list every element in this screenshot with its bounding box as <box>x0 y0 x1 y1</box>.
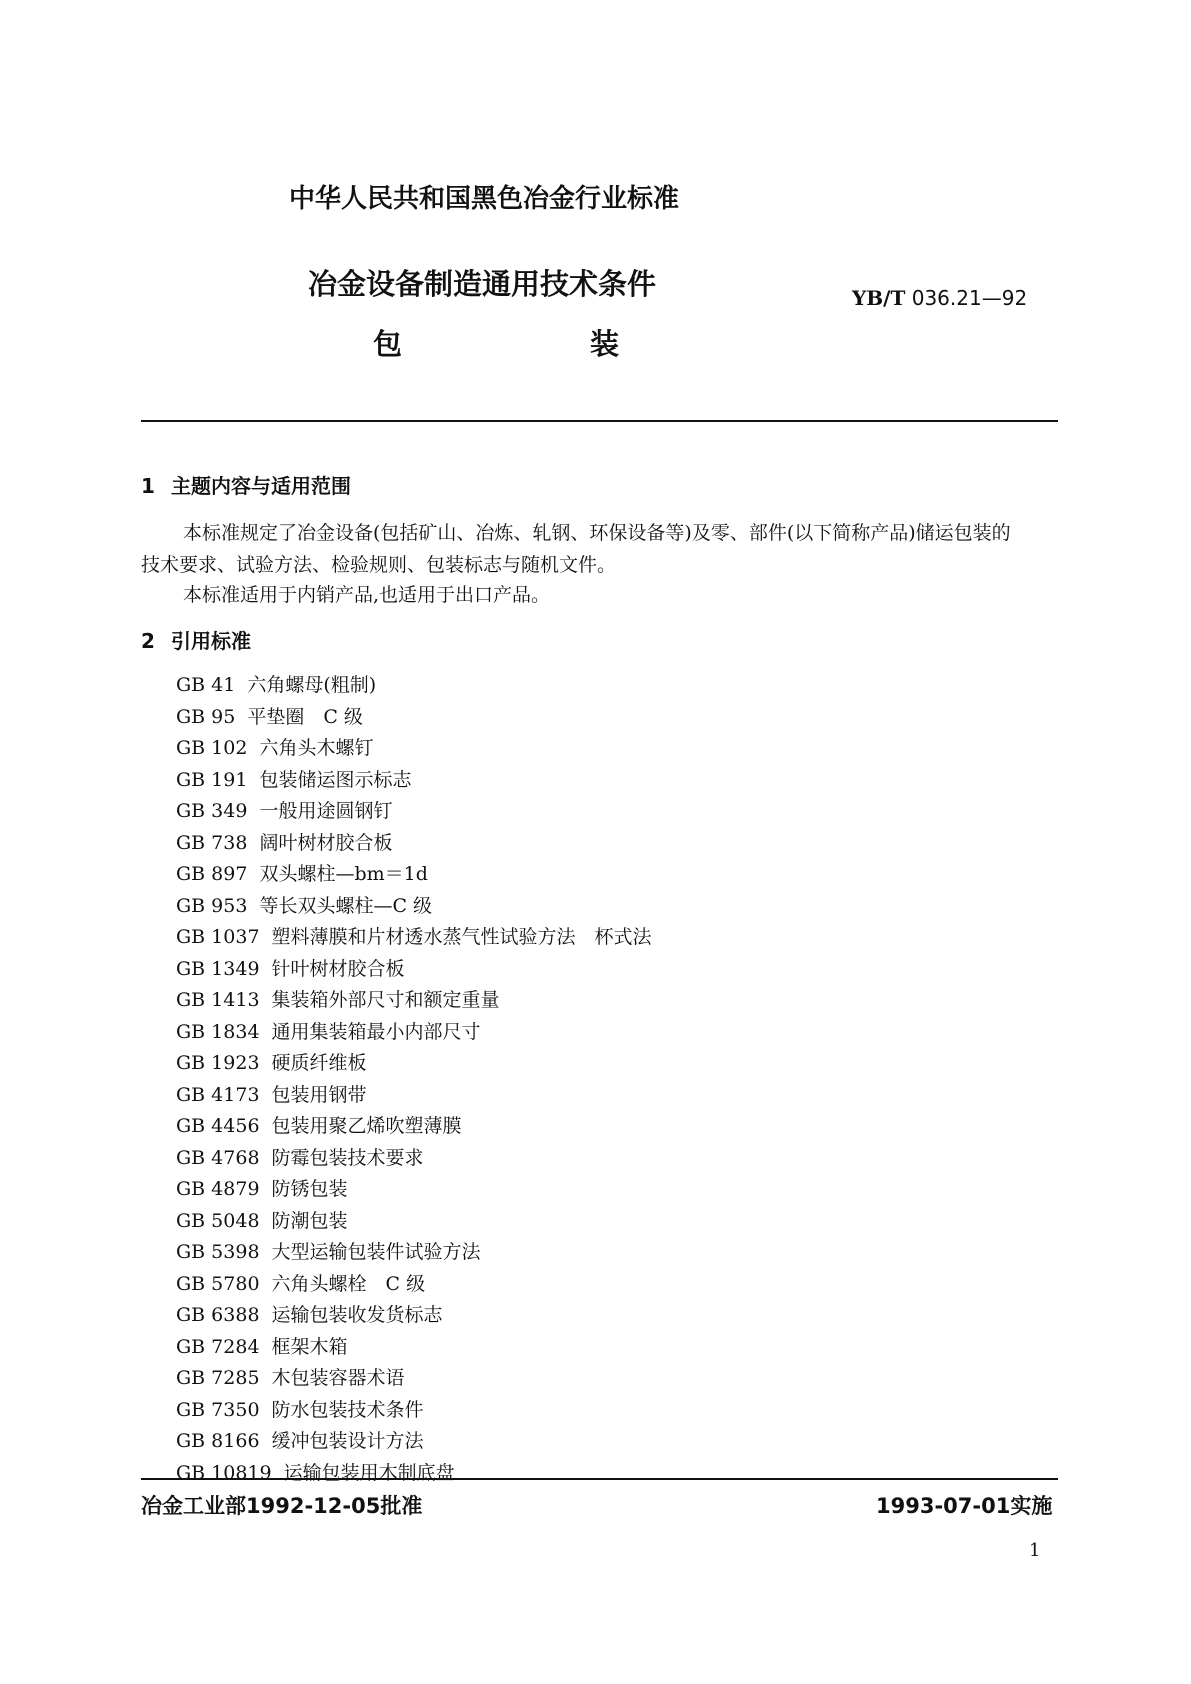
reference-item <box>176 1426 652 1458</box>
reference-title: 木包装容器术语 <box>271 1367 405 1389</box>
reference-item <box>176 1017 652 1049</box>
reference-title: 等长双头螺柱—C 级 <box>259 894 433 917</box>
reference-item <box>176 985 652 1017</box>
reference-item <box>176 1048 652 1080</box>
reference-title: 包装储运图示标志 <box>259 768 412 791</box>
reference-title: 平垫圈 C 级 <box>247 705 363 728</box>
reference-item <box>176 1143 652 1175</box>
reference-code: GB 897 <box>176 863 248 885</box>
reference-code: GB 4768 <box>176 1146 260 1169</box>
reference-item <box>176 1332 652 1364</box>
reference-item <box>176 796 652 828</box>
reference-code: GB 5048 <box>176 1209 260 1232</box>
reference-code: GB 1037 <box>176 926 260 948</box>
reference-item <box>176 1174 652 1206</box>
reference-item <box>176 1363 652 1395</box>
reference-code: GB 349 <box>176 800 248 822</box>
reference-code: GB 191 <box>176 768 248 791</box>
org-title: 中华人民共和国黑色冶金行业标准 <box>289 184 680 214</box>
section-1-paragraph-1-line-1: 本标准规定了冶金设备(包括矿山、冶炼、轧钢、环保设备等)及零、部件(以下简称产品)储运包装的 <box>183 522 1011 544</box>
reference-title: 大型运输包装件试验方法 <box>271 1241 481 1263</box>
reference-title: 一般用途圆钢钉 <box>259 800 393 822</box>
doc-subtitle-right: 装 <box>590 327 620 361</box>
reference-title: 六角头木螺钉 <box>259 737 374 759</box>
reference-list <box>176 670 652 1489</box>
reference-item <box>176 1269 652 1301</box>
standard-code-number: 036.21—92 <box>911 286 1028 310</box>
reference-item <box>176 828 652 860</box>
reference-title: 防潮包装 <box>271 1209 348 1232</box>
reference-title: 防水包装技术条件 <box>271 1398 424 1421</box>
reference-title: 包装用钢带 <box>271 1083 367 1106</box>
reference-code: GB 1834 <box>176 1020 260 1043</box>
reference-title: 防霉包装技术要求 <box>271 1146 424 1169</box>
reference-code: GB 7285 <box>176 1367 260 1389</box>
reference-item <box>176 1395 652 1427</box>
reference-title: 硬质纤维板 <box>271 1052 367 1074</box>
reference-code: GB 1413 <box>176 989 260 1011</box>
reference-item <box>176 954 652 986</box>
reference-code: GB 41 <box>176 674 236 696</box>
reference-title: 双头螺柱—bm＝1d <box>259 863 428 885</box>
reference-title: 运输包装收发货标志 <box>271 1304 443 1326</box>
section-1-number: 1 <box>141 474 155 498</box>
reference-item <box>176 891 652 923</box>
reference-title: 防锈包装 <box>271 1178 348 1200</box>
reference-code: GB 5398 <box>176 1241 260 1263</box>
section-2-title: 引用标准 <box>171 629 251 653</box>
reference-code: GB 7350 <box>176 1398 260 1421</box>
reference-item <box>176 1458 652 1490</box>
reference-title: 六角螺母(粗制) <box>247 674 377 696</box>
reference-item <box>176 1080 652 1112</box>
standard-code-prefix: YB/T <box>852 286 906 310</box>
approval-date: 冶金工业部1992-12-05批准 <box>141 1494 423 1518</box>
reference-code: GB 4456 <box>176 1115 260 1137</box>
reference-item <box>176 733 652 765</box>
section-2-heading <box>141 625 251 654</box>
reference-code: GB 6388 <box>176 1304 260 1326</box>
section-1-heading <box>141 470 351 499</box>
reference-code: GB 8166 <box>176 1430 260 1452</box>
doc-subtitle-left: 包 <box>373 327 403 361</box>
reference-title: 通用集装箱最小内部尺寸 <box>271 1020 481 1043</box>
reference-title: 针叶树材胶合板 <box>271 957 405 980</box>
header-divider <box>141 420 1058 422</box>
reference-code: GB 1349 <box>176 957 260 980</box>
reference-item <box>176 1111 652 1143</box>
effective-date: 1993-07-01实施 <box>876 1494 1053 1518</box>
reference-title: 缓冲包装设计方法 <box>271 1430 424 1452</box>
section-1-paragraph-2: 本标准适用于内销产品,也适用于出口产品。 <box>183 584 551 606</box>
reference-item <box>176 1300 652 1332</box>
standard-code <box>852 286 1027 310</box>
reference-item <box>176 859 652 891</box>
page-number: 1 <box>1029 1540 1041 1561</box>
reference-title: 塑料薄膜和片材透水蒸气性试验方法 杯式法 <box>271 926 652 948</box>
reference-title: 六角头螺栓 C 级 <box>271 1272 426 1295</box>
reference-item <box>176 922 652 954</box>
reference-item <box>176 702 652 734</box>
reference-title: 包装用聚乙烯吹塑薄膜 <box>271 1115 462 1137</box>
reference-title: 框架木箱 <box>271 1335 348 1358</box>
section-2-number: 2 <box>141 629 155 653</box>
reference-code: GB 95 <box>176 705 236 728</box>
reference-item <box>176 1206 652 1238</box>
reference-code: GB 4173 <box>176 1083 260 1106</box>
reference-item <box>176 1237 652 1269</box>
reference-code: GB 102 <box>176 737 248 759</box>
doc-title: 冶金设备制造通用技术条件 <box>308 267 657 301</box>
footer-divider <box>141 1478 1058 1480</box>
reference-item <box>176 765 652 797</box>
reference-code: GB 4879 <box>176 1178 260 1200</box>
reference-title: 阔叶树材胶合板 <box>259 831 393 854</box>
reference-code: GB 738 <box>176 831 248 854</box>
reference-code: GB 1923 <box>176 1052 260 1074</box>
reference-item <box>176 670 652 702</box>
reference-code: GB 10819 <box>176 1461 272 1484</box>
section-1-title: 主题内容与适用范围 <box>171 474 351 498</box>
reference-title: 运输包装用木制底盘 <box>283 1461 455 1484</box>
reference-title: 集装箱外部尺寸和额定重量 <box>271 989 500 1011</box>
section-1-paragraph-1-line-2: 技术要求、试验方法、检验规则、包装标志与随机文件。 <box>141 554 617 576</box>
reference-code: GB 5780 <box>176 1272 260 1295</box>
reference-code: GB 7284 <box>176 1335 260 1358</box>
reference-code: GB 953 <box>176 894 248 917</box>
